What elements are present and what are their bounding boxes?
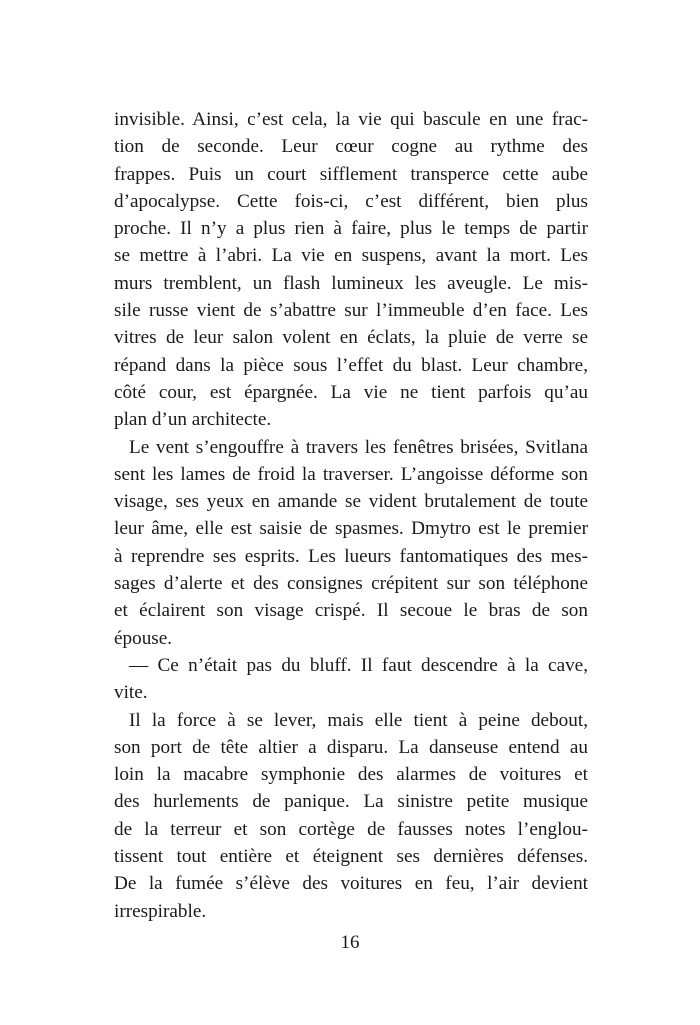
text-line: — Ce n’était pas du bluff. Il faut descendre à la cave, (129, 654, 588, 676)
dialogue-paragraph (114, 652, 588, 707)
text-line: Le vent s’engouffre à travers les fenêtres brisées, Svitlana (129, 436, 588, 458)
text-line: et éclairent son visage crispé. Il secoue le bras de son (114, 600, 588, 622)
text-line: épouse. (114, 627, 173, 649)
text-line: frappes. Puis un court sifflement transperce cette aube (114, 163, 588, 185)
text-line: d’apocalypse. Cette fois-ci, c’est différent, bien plus (114, 190, 588, 212)
text-line: plan d’un architecte. (114, 409, 272, 431)
paragraph-2 (114, 434, 588, 652)
text-line: Il la force à se lever, mais elle tient à peine debout, (129, 709, 588, 731)
paragraph-1 (114, 106, 588, 434)
text-line: invisible. Ainsi, c’est cela, la vie qui bascule en une frac- (114, 109, 588, 130)
text-line: son port de tête altier a disparu. La danseuse entend au (114, 736, 588, 758)
paragraph-4 (114, 707, 588, 925)
text-line: sile russe vient de s’abattre sur l’immeuble d’en face. Les (114, 300, 588, 322)
text-line: De la fumée s’élève des voitures en feu, l’air devient (114, 873, 588, 895)
text-line: proche. Il n’y a plus rien à faire, plus le temps de partir (114, 218, 588, 240)
text-line: vite. (114, 682, 148, 704)
body-text (114, 106, 588, 925)
text-line: vitres de leur salon volent en éclats, la pluie de verre se (114, 327, 588, 349)
page-number: 16 (340, 932, 360, 953)
text-line: répand dans la pièce sous l’effet du blast. Leur chambre, (114, 354, 588, 376)
text-line: sent les lames de froid la traverser. L’angoisse déforme son (114, 463, 588, 485)
text-line: leur âme, elle est saisie de spasmes. Dmytro est le premier (114, 518, 588, 540)
text-line: des hurlements de panique. La sinistre petite musique (114, 791, 588, 813)
text-line: côté cour, est épargnée. La vie ne tient parfois qu’au (114, 381, 588, 403)
text-line: se mettre à l’abri. La vie en suspens, avant la mort. Les (114, 245, 588, 267)
text-line: loin la macabre symphonie des alarmes de voitures et (114, 764, 588, 786)
text-line: irrespirable. (114, 900, 207, 922)
text-line: à reprendre ses esprits. Les lueurs fantomatiques des mes- (114, 545, 588, 567)
text-line: visage, ses yeux en amande se vident brutalement de toute (114, 491, 588, 513)
text-line: sages d’alerte et des consignes crépitent sur son téléphone (114, 573, 588, 595)
text-line: de la terreur et son cortège de fausses notes l’englou- (114, 818, 588, 840)
text-line: tissent tout entière et éteignent ses dernières défenses. (114, 846, 588, 868)
text-line: tion de seconde. Leur cœur cogne au rythme des (114, 136, 588, 158)
text-line: murs tremblent, un flash lumineux les aveugle. Le mis- (114, 272, 588, 294)
